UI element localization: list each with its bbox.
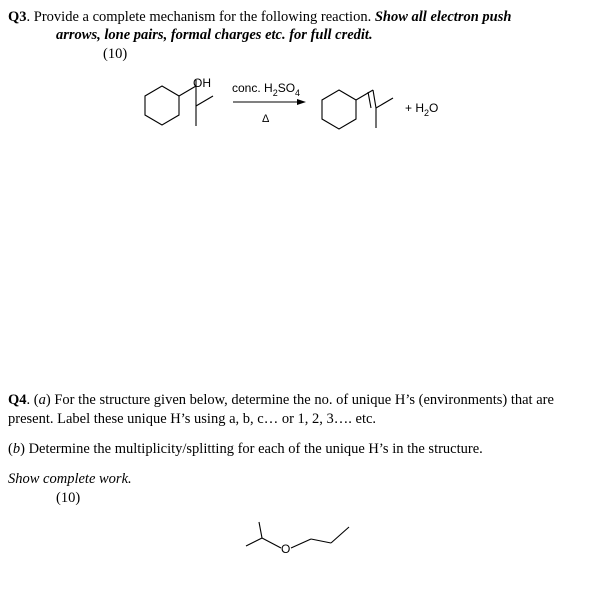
q4-points: (10): [56, 490, 81, 506]
q4-line1: Q4. (a) For the structure given below, determine the no. of unique H’s (environments) that are: [8, 392, 554, 408]
byproduct-text: + $H_2O$: [405, 101, 439, 118]
q4-part-b-text: Determine the multiplicity/splitting for each of the unique H’s in the structure.: [24, 441, 483, 457]
q3-points: (10): [103, 46, 128, 62]
reagent-text: conc. $H_2SO_4$: [232, 81, 301, 98]
reaction-arrow: [233, 99, 306, 105]
q4-part-a-line2: present. Label these unique H’s using a, b, c… or 1, 2, 3…. etc.: [8, 411, 377, 427]
heat-symbol: Δ: [262, 113, 270, 125]
q4-label: Q4: [8, 392, 27, 408]
reaction-scheme: [0, 68, 601, 218]
reactant-ring: [145, 86, 179, 125]
q4-part-b: (b) Determine the multiplicity/splitting for each of the unique H’s in the structure.: [8, 441, 483, 457]
q4-part-b-label: b: [12, 441, 21, 457]
product-ring: [322, 90, 356, 129]
ether-structure: [0, 512, 601, 572]
q4-part-a-line1: For the structure given below, determine the no. of unique H’s (environments) that are: [50, 392, 554, 408]
q4-part-a-label: a: [38, 392, 46, 408]
q3-emphasis-2: arrows, lone pairs, formal charges etc. for full credit.: [56, 27, 373, 43]
q3-emphasis-1: Show all electron push: [374, 9, 512, 25]
q3-label: Q3: [8, 9, 27, 25]
q3-line1: [8, 8, 511, 26]
q4-show-work: Show complete work.: [8, 471, 132, 487]
oh-label: OH: [193, 76, 211, 90]
product-double-bond: [373, 90, 376, 108]
q3-prompt: . Provide a complete mechanism for the following reaction.: [26, 9, 375, 25]
oxygen-label: O: [281, 542, 291, 556]
